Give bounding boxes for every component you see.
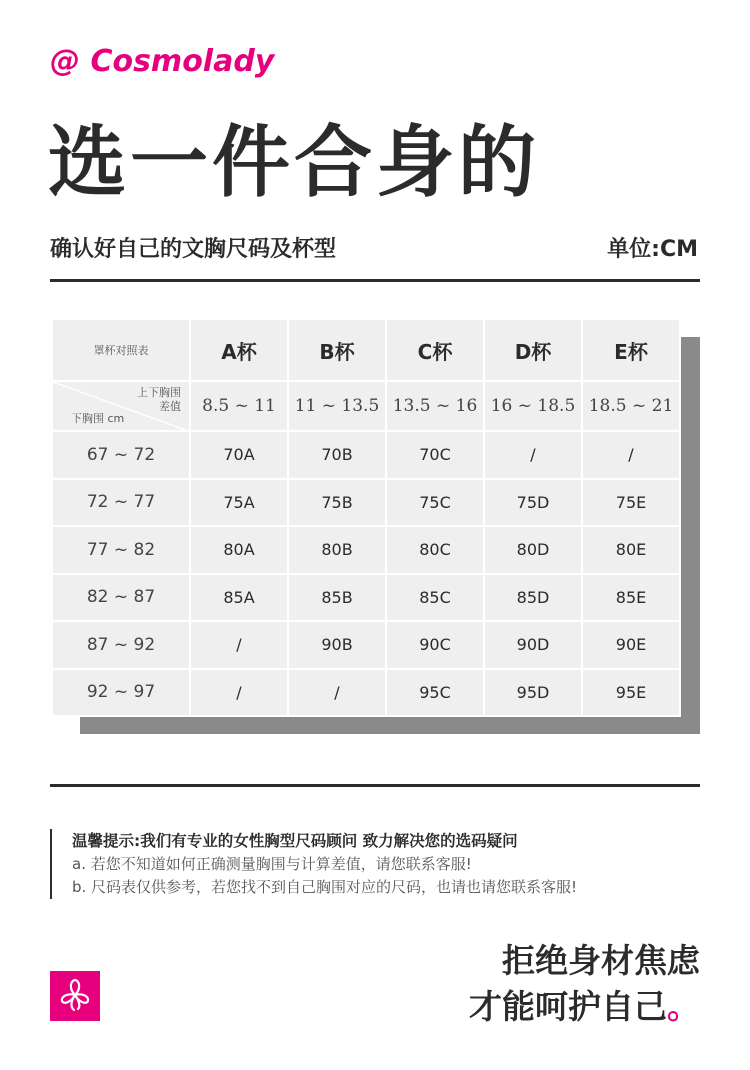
- size-cell: 80D: [484, 526, 582, 574]
- size-cell: 85D: [484, 574, 582, 622]
- size-cell: 70C: [386, 431, 484, 479]
- size-cell: 90E: [582, 621, 680, 669]
- page-headline: 选一件合身的: [48, 118, 541, 208]
- diagonal-header-cell: [52, 381, 190, 431]
- table-row: [52, 526, 680, 574]
- size-cell: 80E: [582, 526, 680, 574]
- cup-header-a: A杯: [190, 319, 288, 381]
- size-cell: 75D: [484, 479, 582, 527]
- slogan-line1: 拒绝身材焦虑: [502, 941, 700, 980]
- size-cell: 70B: [288, 431, 386, 479]
- size-cell: 75A: [190, 479, 288, 527]
- tips-title: 温馨提示:我们有专业的女性胸型尺码顾问 致力解决您的选码疑问: [72, 832, 518, 850]
- size-cell: /: [288, 669, 386, 717]
- size-cell: /: [190, 621, 288, 669]
- slogan-line2: [469, 984, 700, 1030]
- flower-logo-icon: [50, 971, 100, 1021]
- table-row: [52, 621, 680, 669]
- table-header-row: [52, 319, 680, 381]
- difference-row: [52, 381, 680, 431]
- band-range: 77 ~ 82: [52, 526, 190, 574]
- size-cell: 85C: [386, 574, 484, 622]
- size-cell: /: [484, 431, 582, 479]
- size-cell: 95E: [582, 669, 680, 717]
- size-cell: 75E: [582, 479, 680, 527]
- size-cell: 95C: [386, 669, 484, 717]
- band-range: 87 ~ 92: [52, 621, 190, 669]
- band-range: 72 ~ 77: [52, 479, 190, 527]
- slogan-dot: 。: [667, 987, 700, 1026]
- size-cell: 85A: [190, 574, 288, 622]
- slogan-line2-text: 才能呵护自己: [469, 987, 667, 1026]
- tip-line-a: a. 若您不知道如何正确测量胸围与计算差值，请您联系客服!: [72, 855, 472, 873]
- cup-header-d: D杯: [484, 319, 582, 381]
- diff-label-line1: 上下胸围: [137, 386, 181, 399]
- diff-value-a: 8.5 ~ 11: [190, 381, 288, 431]
- size-cell: 80B: [288, 526, 386, 574]
- size-cell: /: [190, 669, 288, 717]
- size-cell: 95D: [484, 669, 582, 717]
- table-row: [52, 479, 680, 527]
- corner-label: 罩杯对照表: [52, 319, 190, 381]
- diff-value-b: 11 ~ 13.5: [288, 381, 386, 431]
- brand-logo-text: @ Cosmolady: [50, 44, 275, 79]
- cup-header-c: C杯: [386, 319, 484, 381]
- table-row: [52, 431, 680, 479]
- cup-header-e: E杯: [582, 319, 680, 381]
- unit-label: 单位:CM: [607, 237, 698, 262]
- bottom-divider: [50, 784, 700, 787]
- size-cell: 90D: [484, 621, 582, 669]
- diff-value-d: 16 ~ 18.5: [484, 381, 582, 431]
- slogan: [469, 938, 700, 1030]
- size-cell: 75B: [288, 479, 386, 527]
- diff-value-e: 18.5 ~ 21: [582, 381, 680, 431]
- band-range: 82 ~ 87: [52, 574, 190, 622]
- size-cell: 80A: [190, 526, 288, 574]
- table-row: [52, 574, 680, 622]
- table-row: [52, 669, 680, 717]
- tip-line-b: b. 尺码表仅供参考，若您找不到自己胸围对应的尺码，也请也请您联系客服!: [72, 878, 578, 896]
- diff-label: [137, 386, 181, 414]
- size-cell: 90B: [288, 621, 386, 669]
- size-cell: /: [582, 431, 680, 479]
- size-cell: 80C: [386, 526, 484, 574]
- top-divider: [50, 279, 700, 282]
- table-subtitle: 确认好自己的文胸尺码及杯型: [50, 237, 337, 262]
- tips-block: [50, 829, 577, 899]
- size-cell: 75C: [386, 479, 484, 527]
- size-cell: 70A: [190, 431, 288, 479]
- cup-header-b: B杯: [288, 319, 386, 381]
- size-cell: 90C: [386, 621, 484, 669]
- band-range: 92 ~ 97: [52, 669, 190, 717]
- diff-label-line2: 差值: [159, 400, 181, 413]
- size-cell: 85B: [288, 574, 386, 622]
- band-range: 67 ~ 72: [52, 431, 190, 479]
- size-cell: 85E: [582, 574, 680, 622]
- size-chart-table: [51, 318, 681, 717]
- diff-value-c: 13.5 ~ 16: [386, 381, 484, 431]
- band-label: 下胸围 cm: [71, 412, 125, 425]
